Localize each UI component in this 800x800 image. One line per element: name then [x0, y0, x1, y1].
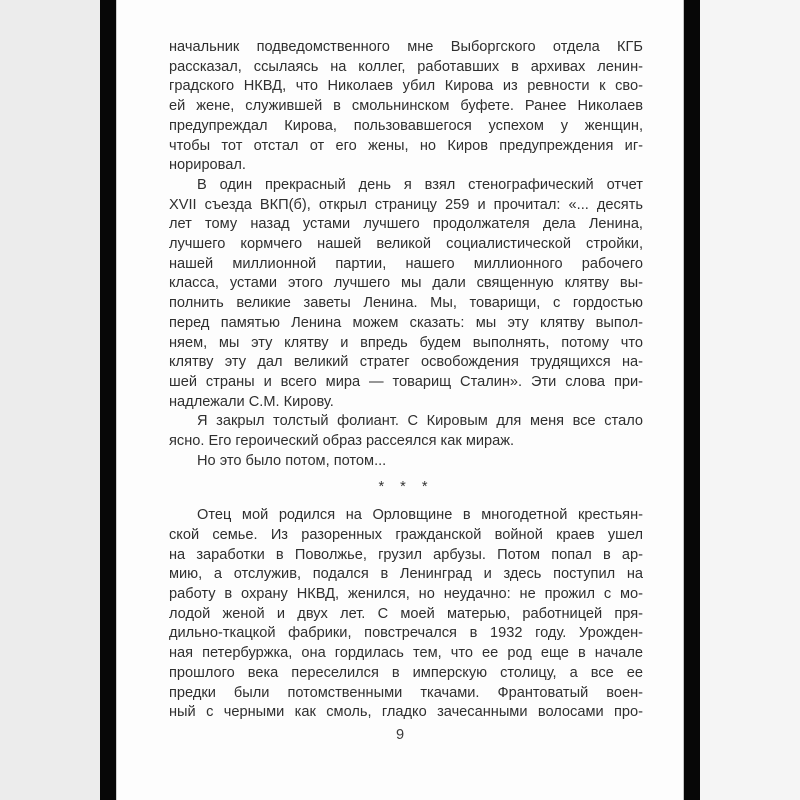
text-line: норировал. — [169, 157, 246, 174]
text-line: градского НКВД, что Николаев убил Кирова из ревности к сво- — [169, 78, 643, 95]
text-line: Я закрыл толстый фолиант. С Кировым для меня все стало — [197, 413, 643, 430]
text-line: чтобы тот отстал от его жены, но Киров предупреждения иг- — [169, 137, 643, 154]
text-line: класса, устами этого лучшего мы дали священную клятву вы- — [169, 275, 643, 292]
text-line: предки были потомственными ткачами. Франтоватый воен- — [169, 684, 643, 701]
text-line: начальник подведомственного мне Выборгского отдела КГБ — [169, 39, 643, 55]
text-line: лет тому назад устами лучшего продолжателя дела Ленина, — [169, 216, 643, 233]
text-line: ясно. Его героический образ рассеялся как мираж. — [169, 433, 515, 450]
paragraph — [169, 452, 643, 472]
paragraph — [169, 38, 643, 176]
text-line: предупреждал Кирова, пользовавшегося успехом у женщин, — [169, 117, 643, 134]
text-line: шей страны и всего мира — товарищ Сталин». Эти слова при- — [169, 373, 643, 390]
text-line: ей жене, служившей в смольнинском буфете. Ранее Николаев — [169, 98, 643, 115]
section-separator: * * * — [378, 479, 434, 496]
text-line: дильно-ткацкой фабрики, повстречался в 1932 году. Урожден- — [169, 625, 643, 642]
page-number: 9 — [395, 727, 405, 743]
paragraph — [169, 506, 643, 723]
text-line: работу в охрану НКВД, женился, но неудачно: не прожил с мо- — [169, 585, 643, 602]
text-line: ный с черными как смоль, гладко зачесанными волосами про- — [169, 704, 643, 721]
text-line: мию, а отслужив, подался в Ленинград и здесь поступил на — [169, 566, 643, 583]
paragraph — [169, 176, 643, 412]
text-line: перед памятью Ленина можем сказать: мы эту клятву выпол- — [169, 314, 643, 331]
text-line: XVII съезда ВКП(б), открыл страницу 259 и прочитал: «... десять — [169, 196, 643, 213]
text-line: Но это было потом, потом... — [197, 452, 387, 469]
text-line: Отец мой родился на Орловщине в многодетной крестьян- — [197, 507, 643, 524]
text-line: клятву эту дал великий стратег освобождения трудящихся на- — [169, 354, 643, 371]
text-line: полнить великие заветы Ленина. Мы, товарищи, с гордостью — [169, 295, 643, 312]
scan-background-right — [700, 0, 800, 800]
page-text-column — [169, 38, 643, 723]
text-line: нашей миллионной партии, нашего миллионного рабочего — [169, 255, 643, 272]
book-binding-edge-right — [683, 0, 700, 800]
text-line: В один прекрасный день я взял стенографический отчет — [197, 176, 643, 193]
book-binding-edge-left — [100, 0, 117, 800]
text-line: прошлого века переселился в имперскую столицу, а все ее — [169, 664, 643, 681]
text-line: няем, мы эту клятву и впредь будем выполнять, потому что — [169, 334, 643, 351]
text-line: ской семье. Из разоренных гражданской войной краев ушел — [169, 526, 643, 543]
text-line: лодой женой и двух лет. С моей матерью, работницей пря- — [169, 605, 643, 622]
book-page — [117, 0, 683, 800]
paragraph — [169, 412, 643, 451]
text-line: лучшего кормчего нашей великой социалистической стройки, — [169, 236, 643, 253]
text-line: рассказал, ссылаясь на коллег, работавших в архивах ленин- — [169, 58, 643, 75]
text-line: ная петербуржка, она гордилась тем, что ее род еще в начале — [169, 645, 643, 662]
text-line: надлежали С.М. Кирову. — [169, 393, 334, 410]
text-line: на заработки в Поволжье, грузил арбузы. Потом попал в ар- — [169, 546, 643, 563]
